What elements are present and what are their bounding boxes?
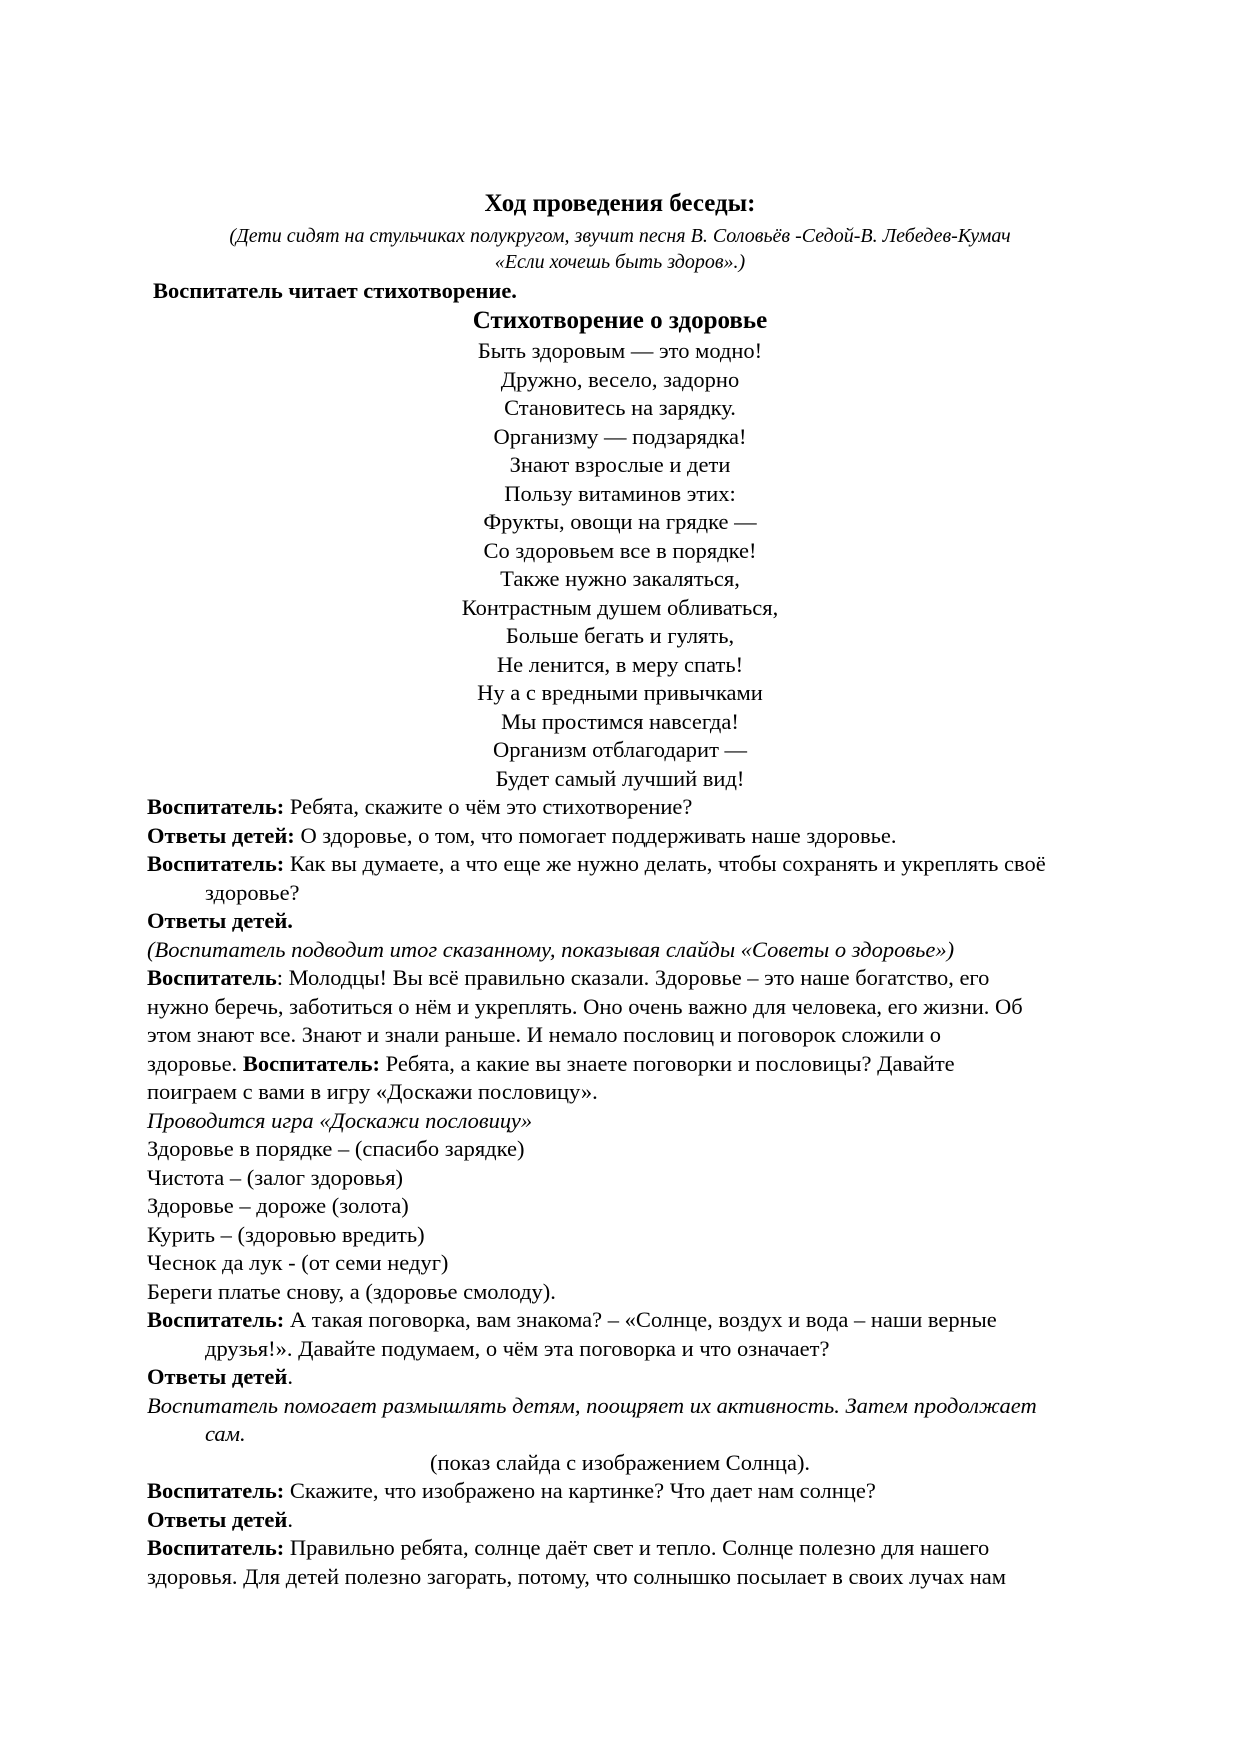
poem-line: Дружно, весело, задорно	[500, 367, 740, 392]
dialogue-text: здоровья. Для детей полезно загорать, потому, что солнышко посылает в своих лучах нам	[147, 1564, 1006, 1589]
dialogue-text: поиграем с вами в игру «Доскажи пословицу».	[147, 1079, 598, 1104]
speaker-label: Воспитатель	[147, 965, 277, 990]
speaker-label: Воспитатель:	[242, 1051, 381, 1076]
poem-line: Ну а с вредными привычками	[477, 680, 763, 705]
poem-title: Стихотворение о здоровье	[472, 307, 768, 334]
speaker-label: Ответы детей	[147, 1507, 288, 1532]
speaker-label: Воспитатель:	[147, 851, 285, 876]
dialogue-line	[147, 1534, 989, 1562]
poem-line: Будет самый лучший вид!	[495, 766, 745, 791]
intro-note-line-2: «Если хочешь быть здоров».)	[494, 251, 746, 273]
proverb-item: Курить – (здоровью вредить)	[147, 1222, 425, 1247]
dialogue-text: Правильно ребята, солнце даёт свет и тепло. Солнце полезно для нашего	[284, 1535, 990, 1560]
dialogue-text: О здоровье, о том, что помогает поддерживать наше здоровье.	[294, 823, 897, 848]
page-title: Ход проведения беседы:	[484, 190, 756, 217]
stage-note: Воспитатель помогает размышлять детям, поощряет их активность. Затем продолжает	[147, 1393, 1037, 1418]
poem-line: Также нужно закаляться,	[500, 566, 740, 591]
dialogue-text: : Молодцы! Вы всё правильно сказали. Здоровье – это наше богатство, его	[276, 965, 990, 990]
dialogue-line	[147, 1306, 997, 1334]
poem-line: Мы простимся навсегда!	[501, 709, 739, 734]
dialogue-line	[147, 850, 1046, 878]
poem-line: Организм отблагодарит —	[492, 737, 748, 762]
dialogue-text: Ребята, а какие вы знаете поговорки и пословицы? Давайте	[380, 1051, 955, 1076]
dialogue-line	[147, 1477, 876, 1505]
dialogue-text: А такая поговорка, вам знакома? – «Солнце, воздух и вода – наши верные	[284, 1307, 997, 1332]
dialogue-text: здоровье?	[205, 880, 300, 905]
poem-line: Становитесь на зарядку.	[504, 395, 736, 420]
poem-line: Знают взрослые и дети	[509, 452, 731, 477]
dialogue-line	[147, 964, 989, 992]
game-note: Проводится игра «Доскажи пословицу»	[147, 1108, 533, 1133]
stage-note: (Воспитатель подводит итог сказанному, показывая слайды «Советы о здоровье»)	[147, 937, 955, 962]
dialogue-line: Ответы детей.	[147, 1507, 293, 1532]
speaker-label: Ответы детей:	[147, 823, 295, 848]
speaker-label: Воспитатель:	[147, 794, 285, 819]
dialogue-text: Как вы думаете, а что еще же нужно делать, чтобы сохранять и укреплять своё	[284, 851, 1046, 876]
proverb-item: Береги платье снову, а (здоровье смолоду).	[147, 1279, 556, 1304]
speaker-label: Ответы детей	[147, 1364, 288, 1389]
poem-line: Фрукты, овощи на грядке —	[483, 509, 757, 534]
dialogue-line	[147, 793, 692, 821]
teacher-reads-heading: Воспитатель читает стихотворение.	[153, 278, 517, 303]
proverb-item: Здоровье в порядке – (спасибо зарядке)	[147, 1136, 525, 1161]
proverb-item: Чеснок да лук - (от семи недуг)	[147, 1250, 449, 1275]
proverb-item: Здоровье – дороже (золота)	[147, 1193, 409, 1218]
poem-line: Пользу витаминов этих:	[504, 481, 736, 506]
speaker-label: Воспитатель:	[147, 1478, 285, 1503]
dialogue-line	[147, 1050, 955, 1078]
dialogue-text: нужно беречь, заботиться о нём и укреплять. Оно очень важно для человека, его жизни. Об	[147, 994, 1023, 1019]
poem-line: Контрастным душем обливаться,	[461, 595, 779, 620]
proverb-item: Чистота – (залог здоровья)	[147, 1165, 404, 1190]
speaker-label: Воспитатель:	[147, 1535, 285, 1560]
intro-note-line-1: (Дети сидят на стульчиках полукругом, звучит песня В. Соловьёв -Седой-В. Лебедев-Кумач	[229, 225, 1011, 247]
poem-line: Больше бегать и гулять,	[505, 623, 735, 648]
poem-line: Быть здоровым — это модно!	[477, 338, 763, 363]
dialogue-line	[147, 822, 897, 850]
dialogue-text: здоровье.	[147, 1051, 243, 1076]
speaker-label: Воспитатель:	[147, 1307, 285, 1332]
dialogue-text: этом знают все. Знают и знали раньше. И немало пословиц и поговорок сложили о	[147, 1022, 942, 1047]
speaker-label: Ответы детей.	[147, 908, 293, 933]
poem-line: Со здоровьем все в порядке!	[483, 538, 757, 563]
stage-note: сам.	[205, 1421, 246, 1446]
poem-line: Не ленится, в меру спать!	[496, 652, 744, 677]
dialogue-text: Скажите, что изображено на картинке? Что дает нам солнце?	[284, 1478, 876, 1503]
dialogue-text: друзья!». Давайте подумаем, о чём эта поговорка и что означает?	[205, 1336, 830, 1361]
slide-note: (показ слайда с изображением Солнца).	[430, 1450, 811, 1475]
poem-line: Организму — подзарядка!	[493, 424, 747, 449]
dialogue-text: Ребята, скажите о чём это стихотворение?	[284, 794, 693, 819]
dialogue-line: Ответы детей.	[147, 1364, 293, 1389]
